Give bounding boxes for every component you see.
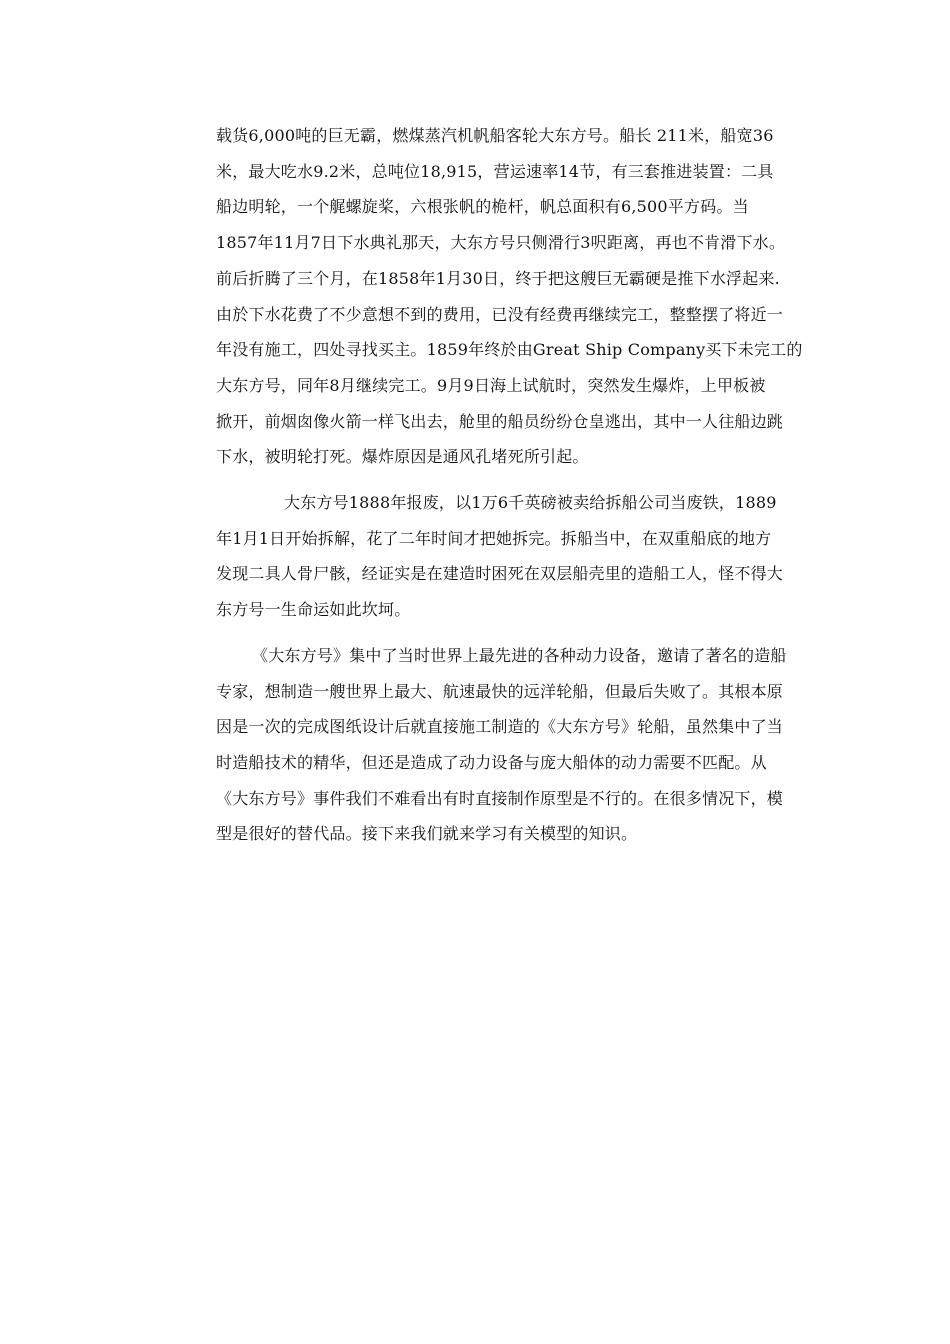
text-line: 《大东方号》集中了当时世界上最先进的各种动力设备，邀请了著名的造船: [252, 645, 787, 665]
text-line: 年1月1日开始拆解，花了二年时间才把她拆完。拆船当中，在双重船底的地方: [216, 528, 772, 548]
text-line: 载货6,000吨的巨无霸，燃煤蒸汽机帆船客轮大东方号。船长 211米，船宽36: [216, 126, 774, 145]
text-line: 由於下水花费了不少意想不到的费用，已没有经费再继续完工，整整摆了将近一: [216, 304, 784, 324]
text-line: 米，最大吃水9.2米，总吨位18,915，营运速率14节，有三套推进装置：二具: [216, 161, 774, 181]
text-line: 大东方号，同年8月继续完工。9月9日海上试航时，突然发生爆炸，上甲板被: [216, 375, 766, 395]
text-line: 型是很好的替代品。接下来我们就来学习有关模型的知识。: [216, 824, 638, 844]
text-line: 船边明轮，一个艉螺旋桨，六根张帆的桅杆，帆总面积有6,500平方码。当: [216, 197, 749, 217]
text-line: 《大东方号》事件我们不难看出有时直接制作原型是不行的。在很多情况下，模: [216, 788, 784, 808]
text-line: 因是一次的完成图纸设计后就直接施工制造的《大东方号》轮船，虽然集中了当: [216, 717, 784, 737]
paragraph-lesson-models: [216, 638, 806, 852]
text-line: 下水，被明轮打死。爆炸原因是通风孔堵死所引起。: [216, 447, 589, 467]
text-line: 东方号一生命运如此坎坷。: [216, 600, 411, 620]
text-line: 大东方号1888年报废，以1万6千英磅被卖给拆船公司当废铁，1889: [284, 493, 777, 513]
text-line: 前后折腾了三个月，在1858年1月30日，终于把这艘巨无霸硬是推下水浮起来.: [216, 268, 780, 288]
text-line: 1857年11月7日下水典礼那天，大东方号只侧滑行3呎距离，再也不肯滑下水。: [216, 233, 786, 253]
text-line: 专家，想制造一艘世界上最大、航速最快的远洋轮船，但最后失败了。其根本原: [216, 681, 784, 701]
text-line: 时造船技术的精华，但还是造成了动力设备与庞大船体的动力需要不匹配。从: [216, 752, 767, 772]
text-line: 掀开，前烟囱像火箭一样飞出去，舱里的船员纷纷仓皇逃出，其中一人往船边跳: [216, 411, 784, 431]
paragraph-great-eastern-specs: [216, 118, 806, 475]
document-body: [216, 118, 806, 852]
text-line: 年没有施工，四处寻找买主。1859年终於由Great Ship Company买下未完工的: [216, 340, 803, 360]
paragraph-scrapping: [216, 485, 806, 628]
text-line: 发现二具人骨尸骸，经证实是在建造时困死在双层船壳里的造船工人，怪不得大: [216, 564, 784, 584]
